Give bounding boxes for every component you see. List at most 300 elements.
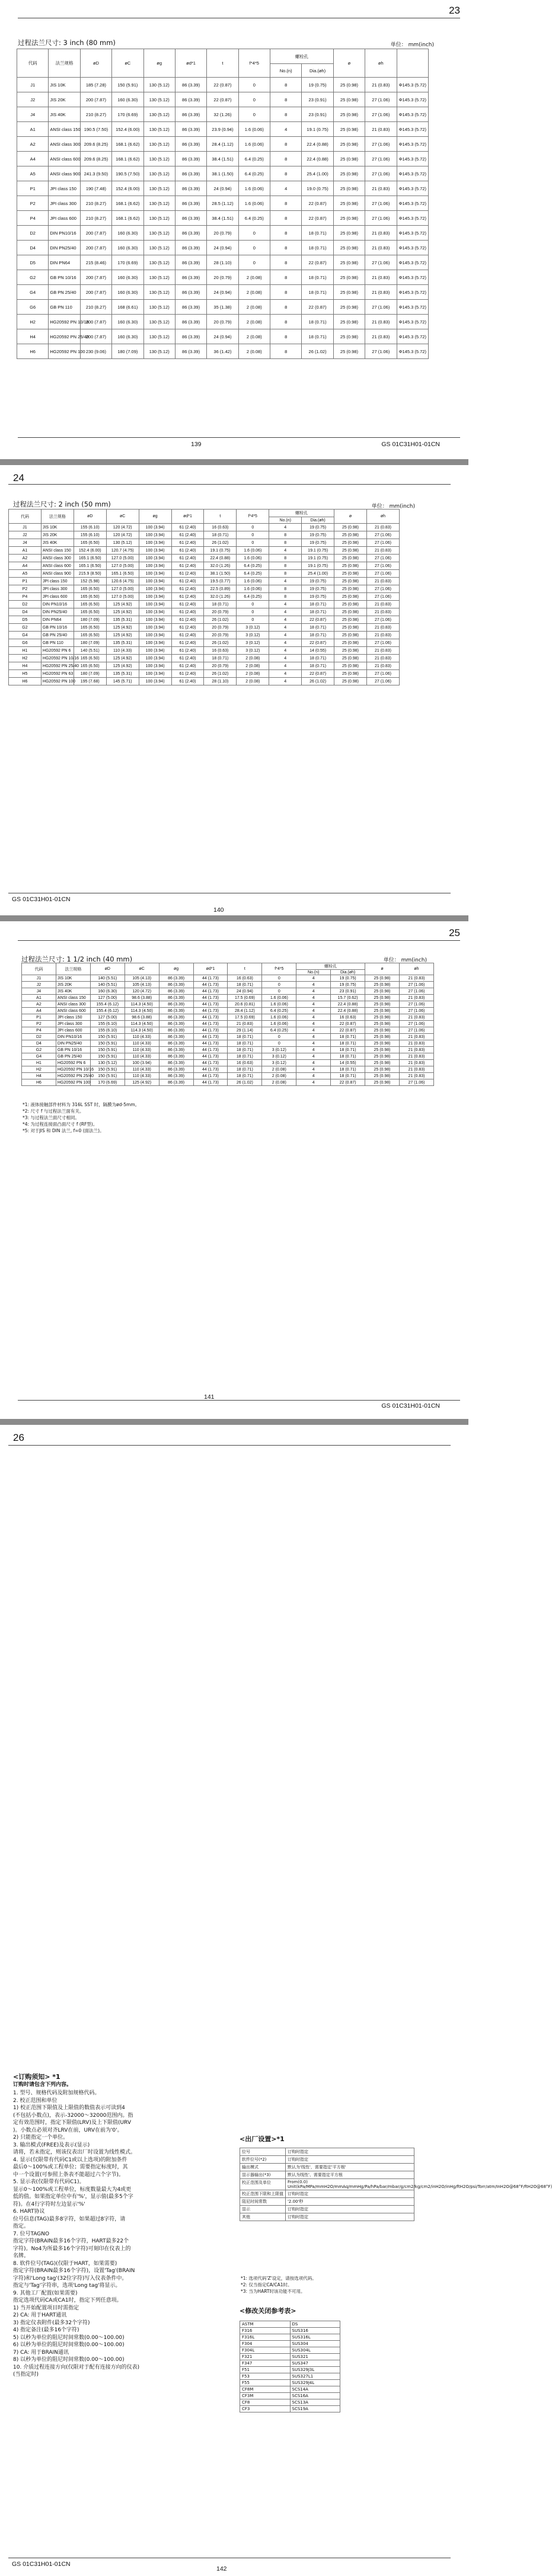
note-line: *3: 与过程法兰面尺寸相同。 (23, 1115, 79, 1120)
table-cell: 8 (270, 78, 302, 92)
order-line: 2) 只能指定一个单位。 (13, 2135, 69, 2141)
table-cell: 25 (0.98) (334, 570, 367, 578)
order-title: <订购须知> *1 (13, 2073, 60, 2081)
table-cell: 18 (0.71) (204, 601, 237, 608)
table-cell: ANSI class 600 (41, 562, 74, 570)
table-cell: 25 (0.98) (365, 1060, 400, 1066)
table-cell: Φ145.3 (5.72) (397, 137, 429, 152)
table-cell: 25 (0.98) (365, 982, 400, 988)
table-cell: 3 (0.12) (237, 632, 269, 639)
table-cell: 8 (270, 152, 302, 166)
table-cell: DIN PN64 (49, 255, 80, 270)
table-cell: Φ145.3 (5.72) (397, 107, 429, 122)
table-cell: 61 (2.40) (171, 531, 204, 539)
table-cell: 3 (0.12) (262, 1060, 296, 1066)
table-cell: D2 (22, 1034, 56, 1040)
material-row (240, 2347, 340, 2354)
table-cell: 86 (3.39) (159, 1060, 193, 1066)
table-cell: 130 (5.12) (143, 181, 175, 196)
table-cell: 86 (3.39) (175, 315, 206, 329)
table-cell: 100 (3.94) (139, 578, 171, 585)
table-cell: 61 (2.40) (171, 555, 204, 562)
table-cell: 86 (3.39) (175, 166, 206, 181)
table-cell: 21 (0.83) (366, 624, 399, 632)
material-cell: SCS19A (290, 2406, 340, 2412)
settings-row (240, 2206, 414, 2213)
table-cell: 19.1 (0.75) (302, 547, 334, 555)
table-cell: P1 (9, 578, 42, 585)
table-cell: 185 (7.28) (80, 78, 111, 92)
table-cell: 21 (0.83) (365, 315, 397, 329)
table-cell: 1.6 (0.06) (237, 547, 269, 555)
material-row (240, 2373, 340, 2380)
material-cell: SUS347 (290, 2360, 340, 2367)
table-cell: 25 (0.98) (334, 555, 367, 562)
material-cell: SUS329J3L (290, 2367, 340, 2373)
table-cell: 165 (6.50) (74, 632, 106, 639)
table-cell: 25 (0.98) (365, 1040, 400, 1047)
material-cell: SCS13A (290, 2399, 340, 2406)
order-line: 请将，若未指定，则该仪表出厂时设置为线性模式。 (13, 2149, 136, 2155)
table-cell: H6 (22, 1079, 56, 1086)
settings-cell: 其他 (240, 2213, 286, 2221)
table-cell: 25 (0.98) (333, 255, 365, 270)
table-cell: 190.5 (7.50) (80, 122, 111, 137)
table-cell: 130 (5.12) (143, 122, 175, 137)
settings-cell: 显示 (240, 2206, 286, 2213)
table-row (9, 555, 400, 562)
table-cell: 27 (1.06) (365, 166, 397, 181)
order-line: 中一个设置(可参照上条表不能超过六个字节)。 (13, 2171, 125, 2178)
settings-cell: 阻尼时间常数 (240, 2198, 286, 2206)
table-cell: 125 (4.92) (125, 1079, 159, 1086)
column-header: ø (365, 963, 400, 975)
table-cell: 4 (296, 1034, 331, 1040)
table-cell: 0 (237, 539, 269, 547)
table-cell: 165 (6.50) (74, 585, 106, 593)
table-row (9, 616, 400, 624)
page-number: 26 (13, 1432, 24, 1443)
table-cell: 27 (1.06) (365, 344, 397, 359)
settings-cell: 订购时指定 (286, 2190, 414, 2198)
column-header: t (207, 49, 238, 78)
table-cell: 160 (6.30) (90, 988, 125, 995)
column-header: øC (125, 963, 159, 975)
note-line: *2: 尺寸 f 与过程法兰面有关。 (23, 1108, 84, 1114)
table-cell: 25 (0.98) (333, 226, 365, 241)
page-separator (0, 459, 468, 465)
table-cell: 20 (0.79) (204, 632, 237, 639)
settings-cell: 位号 (240, 2148, 286, 2156)
table-cell: 25 (0.98) (334, 578, 367, 585)
order-text (13, 2090, 232, 2379)
column-header: øh (365, 49, 397, 78)
table-cell: 22 (0.87) (302, 211, 333, 226)
material-row (240, 2341, 340, 2347)
column-header: øC (106, 510, 139, 524)
table-cell: 2 (0.08) (262, 1066, 296, 1073)
table-cell: 16 (0.63) (228, 975, 262, 982)
table-cell: 165 (6.50) (74, 593, 106, 601)
table-cell: 4 (296, 988, 331, 995)
footer-doc-code: GS 01C31H01-01CN (381, 1402, 440, 1409)
table-cell: 18 (0.71) (331, 1066, 365, 1073)
table-cell: 24 (0.94) (207, 285, 238, 300)
table-cell: 155 (6.10) (90, 1027, 125, 1034)
table-cell: 22 (0.87) (302, 639, 334, 647)
settings-cell: 订购时指定 (286, 2206, 414, 2213)
table-cell: 16 (0.63) (204, 647, 237, 655)
table-cell: 0 (238, 226, 270, 241)
table-cell: Φ145.3 (5.72) (397, 344, 429, 359)
table-cell: 21 (0.83) (365, 181, 397, 196)
table-cell: 25 (0.98) (333, 122, 365, 137)
table-cell: 6.4 (0.25) (237, 593, 269, 601)
table-cell: 86 (3.39) (175, 211, 206, 226)
table-cell: 21 (0.83) (365, 226, 397, 241)
table-row (9, 670, 400, 678)
table-cell: D4 (17, 241, 49, 255)
table-cell: 4 (296, 1053, 331, 1060)
table-cell: 27 (1.06) (365, 92, 397, 107)
table-cell: 86 (3.39) (159, 1021, 193, 1027)
table-cell: 27 (1.06) (366, 670, 399, 678)
order-line: 8) 以秒为单位的阻尼时间常数(0.00～100.00) (13, 2357, 125, 2363)
table-cell: P1 (22, 1014, 56, 1021)
table-cell: 98.6 (3.88) (125, 1014, 159, 1021)
table-cell: 25 (0.98) (333, 107, 365, 122)
table-cell: 86 (3.39) (159, 1073, 193, 1079)
table-cell: 22.4 (0.88) (204, 555, 237, 562)
table-row (22, 1079, 434, 1086)
unit-label: 单位： mm(inch) (390, 42, 434, 48)
settings-cell: 输出模式 (240, 2164, 286, 2171)
table-cell: 130 (5.12) (143, 285, 175, 300)
table-cell: 1.6 (0.06) (238, 122, 270, 137)
table-row (9, 539, 400, 547)
table-cell: 15.7 (0.62) (331, 995, 365, 1001)
table-cell: A2 (22, 1001, 56, 1008)
table-cell: 21 (0.83) (365, 285, 397, 300)
table-cell: 18 (0.71) (302, 329, 333, 344)
table-cell: 209.6 (8.25) (80, 137, 111, 152)
column-header: øh (399, 963, 433, 975)
table-cell: 125 (4.92) (106, 632, 139, 639)
table-cell: 44 (1.73) (193, 1008, 228, 1014)
table-cell: P1 (17, 181, 49, 196)
table-cell: 25 (0.98) (333, 137, 365, 152)
table-cell: 22 (0.87) (302, 670, 334, 678)
table-cell: 2 (0.08) (238, 344, 270, 359)
table-cell: 4 (269, 578, 302, 585)
table-cell: 8 (270, 211, 302, 226)
material-cell: F304 (240, 2341, 291, 2347)
table-cell: 25 (0.98) (365, 1008, 400, 1014)
page-number: 23 (449, 5, 460, 16)
material-cell: SUS321 (290, 2354, 340, 2360)
table-row (17, 344, 429, 359)
table-cell: JPI class 300 (41, 585, 74, 593)
table-cell: 25 (0.98) (333, 211, 365, 226)
table-row (22, 1021, 434, 1027)
table-row (9, 624, 400, 632)
column-header: ø (334, 510, 367, 524)
table-cell: 86 (3.39) (175, 270, 206, 285)
table-cell: Φ145.3 (5.72) (397, 122, 429, 137)
table-cell: 165.1 (6.50) (74, 562, 106, 570)
table-cell: 165.1 (6.50) (74, 555, 106, 562)
flange-table (8, 509, 400, 685)
table-cell: 32.0 (1.26) (204, 593, 237, 601)
table-cell: A1 (17, 122, 49, 137)
settings-note: *3: 当为HART时该功能不可用。 (241, 2289, 305, 2294)
settings-cell: 订购时指定 (286, 2156, 414, 2164)
table-cell: D4 (9, 608, 42, 616)
table-cell: 130 (5.12) (143, 226, 175, 241)
table-cell: 25 (0.98) (334, 616, 367, 624)
table-cell: 25 (0.98) (365, 1073, 400, 1079)
unit-label: 单位： mm(inch) (383, 957, 427, 963)
table-cell: J2 (17, 92, 49, 107)
material-cell: CF8M (240, 2386, 291, 2393)
material-cell: F321 (240, 2354, 291, 2360)
table-cell: 18 (0.71) (302, 285, 333, 300)
table-cell: A2 (9, 555, 42, 562)
table-cell: A1 (9, 547, 42, 555)
table-cell: 14 (0.55) (302, 647, 334, 655)
table-cell: 16 (0.63) (204, 524, 237, 531)
table-cell: 135 (5.31) (106, 639, 139, 647)
table-header-row (9, 510, 400, 517)
table-cell: 180 (7.09) (74, 616, 106, 624)
table-cell: 19 (0.75) (302, 593, 334, 601)
table-cell: 32 (1.26) (207, 107, 238, 122)
table-cell: 152.4 (6.00) (112, 181, 143, 196)
table-cell: G2 (22, 1047, 56, 1053)
table-cell: 0 (262, 1040, 296, 1047)
settings-row (240, 2179, 414, 2190)
column-header: f*4*5 (262, 963, 296, 975)
material-row (240, 2380, 340, 2386)
column-header: DS (290, 2321, 340, 2328)
table-cell: 200 (7.87) (80, 315, 111, 329)
table-cell: 100 (3.94) (139, 585, 171, 593)
table-cell: 0 (238, 255, 270, 270)
table-cell: 86 (3.39) (175, 181, 206, 196)
table-title: 过程法兰尺寸: 1 1/2 inch (40 mm) (21, 955, 133, 963)
table-cell: 25 (0.98) (333, 166, 365, 181)
table-cell: 14 (0.55) (331, 1060, 365, 1066)
order-line: 8. 软件位号(TAG)(仅限于HART，如果需要) (13, 2260, 117, 2267)
material-cell: F304L (240, 2347, 291, 2354)
table-cell: 27 (1.06) (366, 539, 399, 547)
table-cell: 4 (296, 1047, 331, 1053)
table-cell: H1 (9, 647, 42, 655)
table-cell: 168.1 (6.62) (112, 196, 143, 211)
table-cell: 22.4 (0.88) (331, 1001, 365, 1008)
table-cell: 28.5 (1.12) (207, 196, 238, 211)
table-cell: 4 (296, 982, 331, 988)
table-cell: 21 (0.83) (399, 1040, 433, 1047)
column-subheader: Dia.(øh) (302, 64, 333, 78)
table-cell: 25 (0.98) (334, 539, 367, 547)
table-cell: 26 (1.02) (204, 670, 237, 678)
table-cell: 18 (0.71) (331, 1034, 365, 1040)
table-cell: 21 (0.83) (399, 975, 433, 982)
table-cell: 130 (5.12) (143, 92, 175, 107)
table-cell: 24 (0.94) (207, 241, 238, 255)
table-cell: 165.1 (6.50) (106, 570, 139, 578)
table-cell: Φ145.3 (5.72) (397, 78, 429, 92)
table-cell: 8 (269, 539, 302, 547)
table-cell: 44 (1.73) (193, 1047, 228, 1053)
table-cell: 152.4 (6.00) (112, 122, 143, 137)
table-cell: 61 (2.40) (171, 670, 204, 678)
table-cell: 35 (1.38) (207, 300, 238, 315)
table-cell: 6.4 (0.25) (238, 152, 270, 166)
table-cell: G2 (9, 624, 42, 632)
table-cell: 8 (270, 226, 302, 241)
material-row (240, 2399, 340, 2406)
table-cell: 6.4 (0.25) (237, 570, 269, 578)
table-cell: 17.5 (0.69) (228, 1014, 262, 1021)
table-cell: 4 (296, 1014, 331, 1021)
table-cell: A5 (17, 166, 49, 181)
column-header: t (204, 510, 237, 524)
table-cell: Φ145.3 (5.72) (397, 92, 429, 107)
table-cell: 44 (1.73) (193, 1066, 228, 1073)
material-cell: CF8 (240, 2399, 291, 2406)
table-cell: J2 (9, 531, 42, 539)
table-cell: 26 (1.02) (204, 616, 237, 624)
column-header (397, 49, 429, 78)
table-row (9, 524, 400, 531)
table-cell: 25 (0.98) (333, 300, 365, 315)
table-cell: 100 (3.94) (139, 547, 171, 555)
table-cell: JPI class 300 (49, 196, 80, 211)
table-cell: 21 (0.83) (365, 122, 397, 137)
table-cell: 44 (1.73) (193, 1021, 228, 1027)
table-row (9, 639, 400, 647)
table-cell: 27 (1.06) (366, 593, 399, 601)
table-cell: 27 (1.06) (399, 1001, 433, 1008)
table-cell: 25 (0.98) (333, 92, 365, 107)
table-cell: 25 (0.98) (333, 152, 365, 166)
table-cell: 44 (1.73) (193, 988, 228, 995)
table-cell: 27 (1.06) (365, 196, 397, 211)
table-cell: 25 (0.98) (333, 181, 365, 196)
table-cell: 25 (0.98) (365, 1079, 400, 1086)
table-cell: 25 (0.98) (334, 662, 367, 670)
table-cell: 18 (0.71) (302, 662, 334, 670)
table-cell: 28.4 (1.12) (228, 1008, 262, 1014)
settings-row (240, 2190, 414, 2198)
table-cell: 168 (6.61) (112, 300, 143, 315)
table-cell: 110 (4.33) (125, 1047, 159, 1053)
table-row (9, 531, 400, 539)
settings-row (240, 2171, 414, 2179)
material-cell: SUS316 (290, 2328, 340, 2334)
table-cell: 23.9 (0.94) (207, 122, 238, 137)
unit-label: 单位： mm(inch) (371, 504, 415, 510)
table-cell: 1.6 (0.06) (262, 1014, 296, 1021)
table-cell: 21 (0.83) (399, 1014, 433, 1021)
table-cell: 4 (296, 1001, 331, 1008)
material-table (240, 2321, 340, 2412)
table-cell: 2 (0.08) (238, 285, 270, 300)
table-cell: 0 (237, 616, 269, 624)
settings-row (240, 2198, 414, 2206)
table-cell: 26 (1.02) (204, 539, 237, 547)
table-cell: 22 (0.87) (207, 92, 238, 107)
table-cell: G4 (17, 285, 49, 300)
table-cell: 27 (1.06) (365, 300, 397, 315)
table-cell: Φ145.3 (5.72) (397, 241, 429, 255)
table-cell: GB PN 10/16 (41, 624, 74, 632)
table-cell: 25 (0.98) (334, 670, 367, 678)
order-line: 最后0～100%或工程单位；需要指定标度时，其 (13, 2164, 128, 2170)
table-cell: Φ145.3 (5.72) (397, 270, 429, 285)
table-cell: 19.0 (0.75) (302, 181, 333, 196)
table-cell: 4 (269, 678, 302, 685)
table-cell: 21 (0.83) (365, 329, 397, 344)
table-cell: 21 (0.83) (366, 601, 399, 608)
table-cell: 3 (0.12) (262, 1053, 296, 1060)
table-cell: 110 (4.33) (125, 1034, 159, 1040)
table-cell: 155 (6.10) (74, 524, 106, 531)
table-cell: 86 (3.39) (175, 241, 206, 255)
table-cell: 125 (4.92) (106, 608, 139, 616)
header-rule (8, 484, 451, 485)
table-cell: 86 (3.39) (159, 1047, 193, 1053)
table-cell: 180 (7.09) (74, 670, 106, 678)
table-cell: 19.1 (0.75) (204, 547, 237, 555)
table-row (22, 1053, 434, 1060)
material-cell: CF3 (240, 2406, 291, 2412)
order-line: 6) 以秒为单位的阻尼时间常数(0.00～100.00) (13, 2342, 125, 2348)
page-26 (0, 1425, 552, 2576)
material-row (240, 2360, 340, 2367)
table-cell: 2 (0.08) (237, 678, 269, 685)
table-cell: 86 (3.39) (159, 1066, 193, 1073)
column-header: 代码 (22, 963, 56, 975)
table-cell: 86 (3.39) (159, 988, 193, 995)
table-cell: 100 (3.94) (139, 624, 171, 632)
material-cell: CF3M (240, 2393, 291, 2399)
table-cell: 8 (270, 107, 302, 122)
table-cell: 4 (269, 616, 302, 624)
order-line: 字符)。No4为所最多16个字符)可刻印在仪表上的 (13, 2245, 131, 2252)
table-cell: ANSI class 900 (49, 166, 80, 181)
table-cell: D5 (17, 255, 49, 270)
table-cell: 110 (4.33) (106, 647, 139, 655)
table-cell: 19.1 (0.75) (302, 562, 334, 570)
page-24 (0, 465, 468, 915)
order-line: 2. 校正范围和单位 (13, 2097, 58, 2104)
table-cell: 155 (6.10) (90, 1021, 125, 1027)
table-cell: DIN PN25/40 (41, 608, 74, 616)
table-cell: 114.3 (4.50) (125, 1021, 159, 1027)
material-row (240, 2406, 340, 2412)
table-cell: J4 (22, 988, 56, 995)
table-row (22, 982, 434, 988)
column-header: øg (143, 49, 175, 78)
table-cell: 4 (296, 1066, 331, 1073)
table-cell: 20.6 (0.81) (228, 1001, 262, 1008)
table-cell: 19 (0.75) (302, 531, 334, 539)
table-cell: 114.3 (4.50) (125, 1001, 159, 1008)
table-cell: 24 (0.94) (207, 329, 238, 344)
